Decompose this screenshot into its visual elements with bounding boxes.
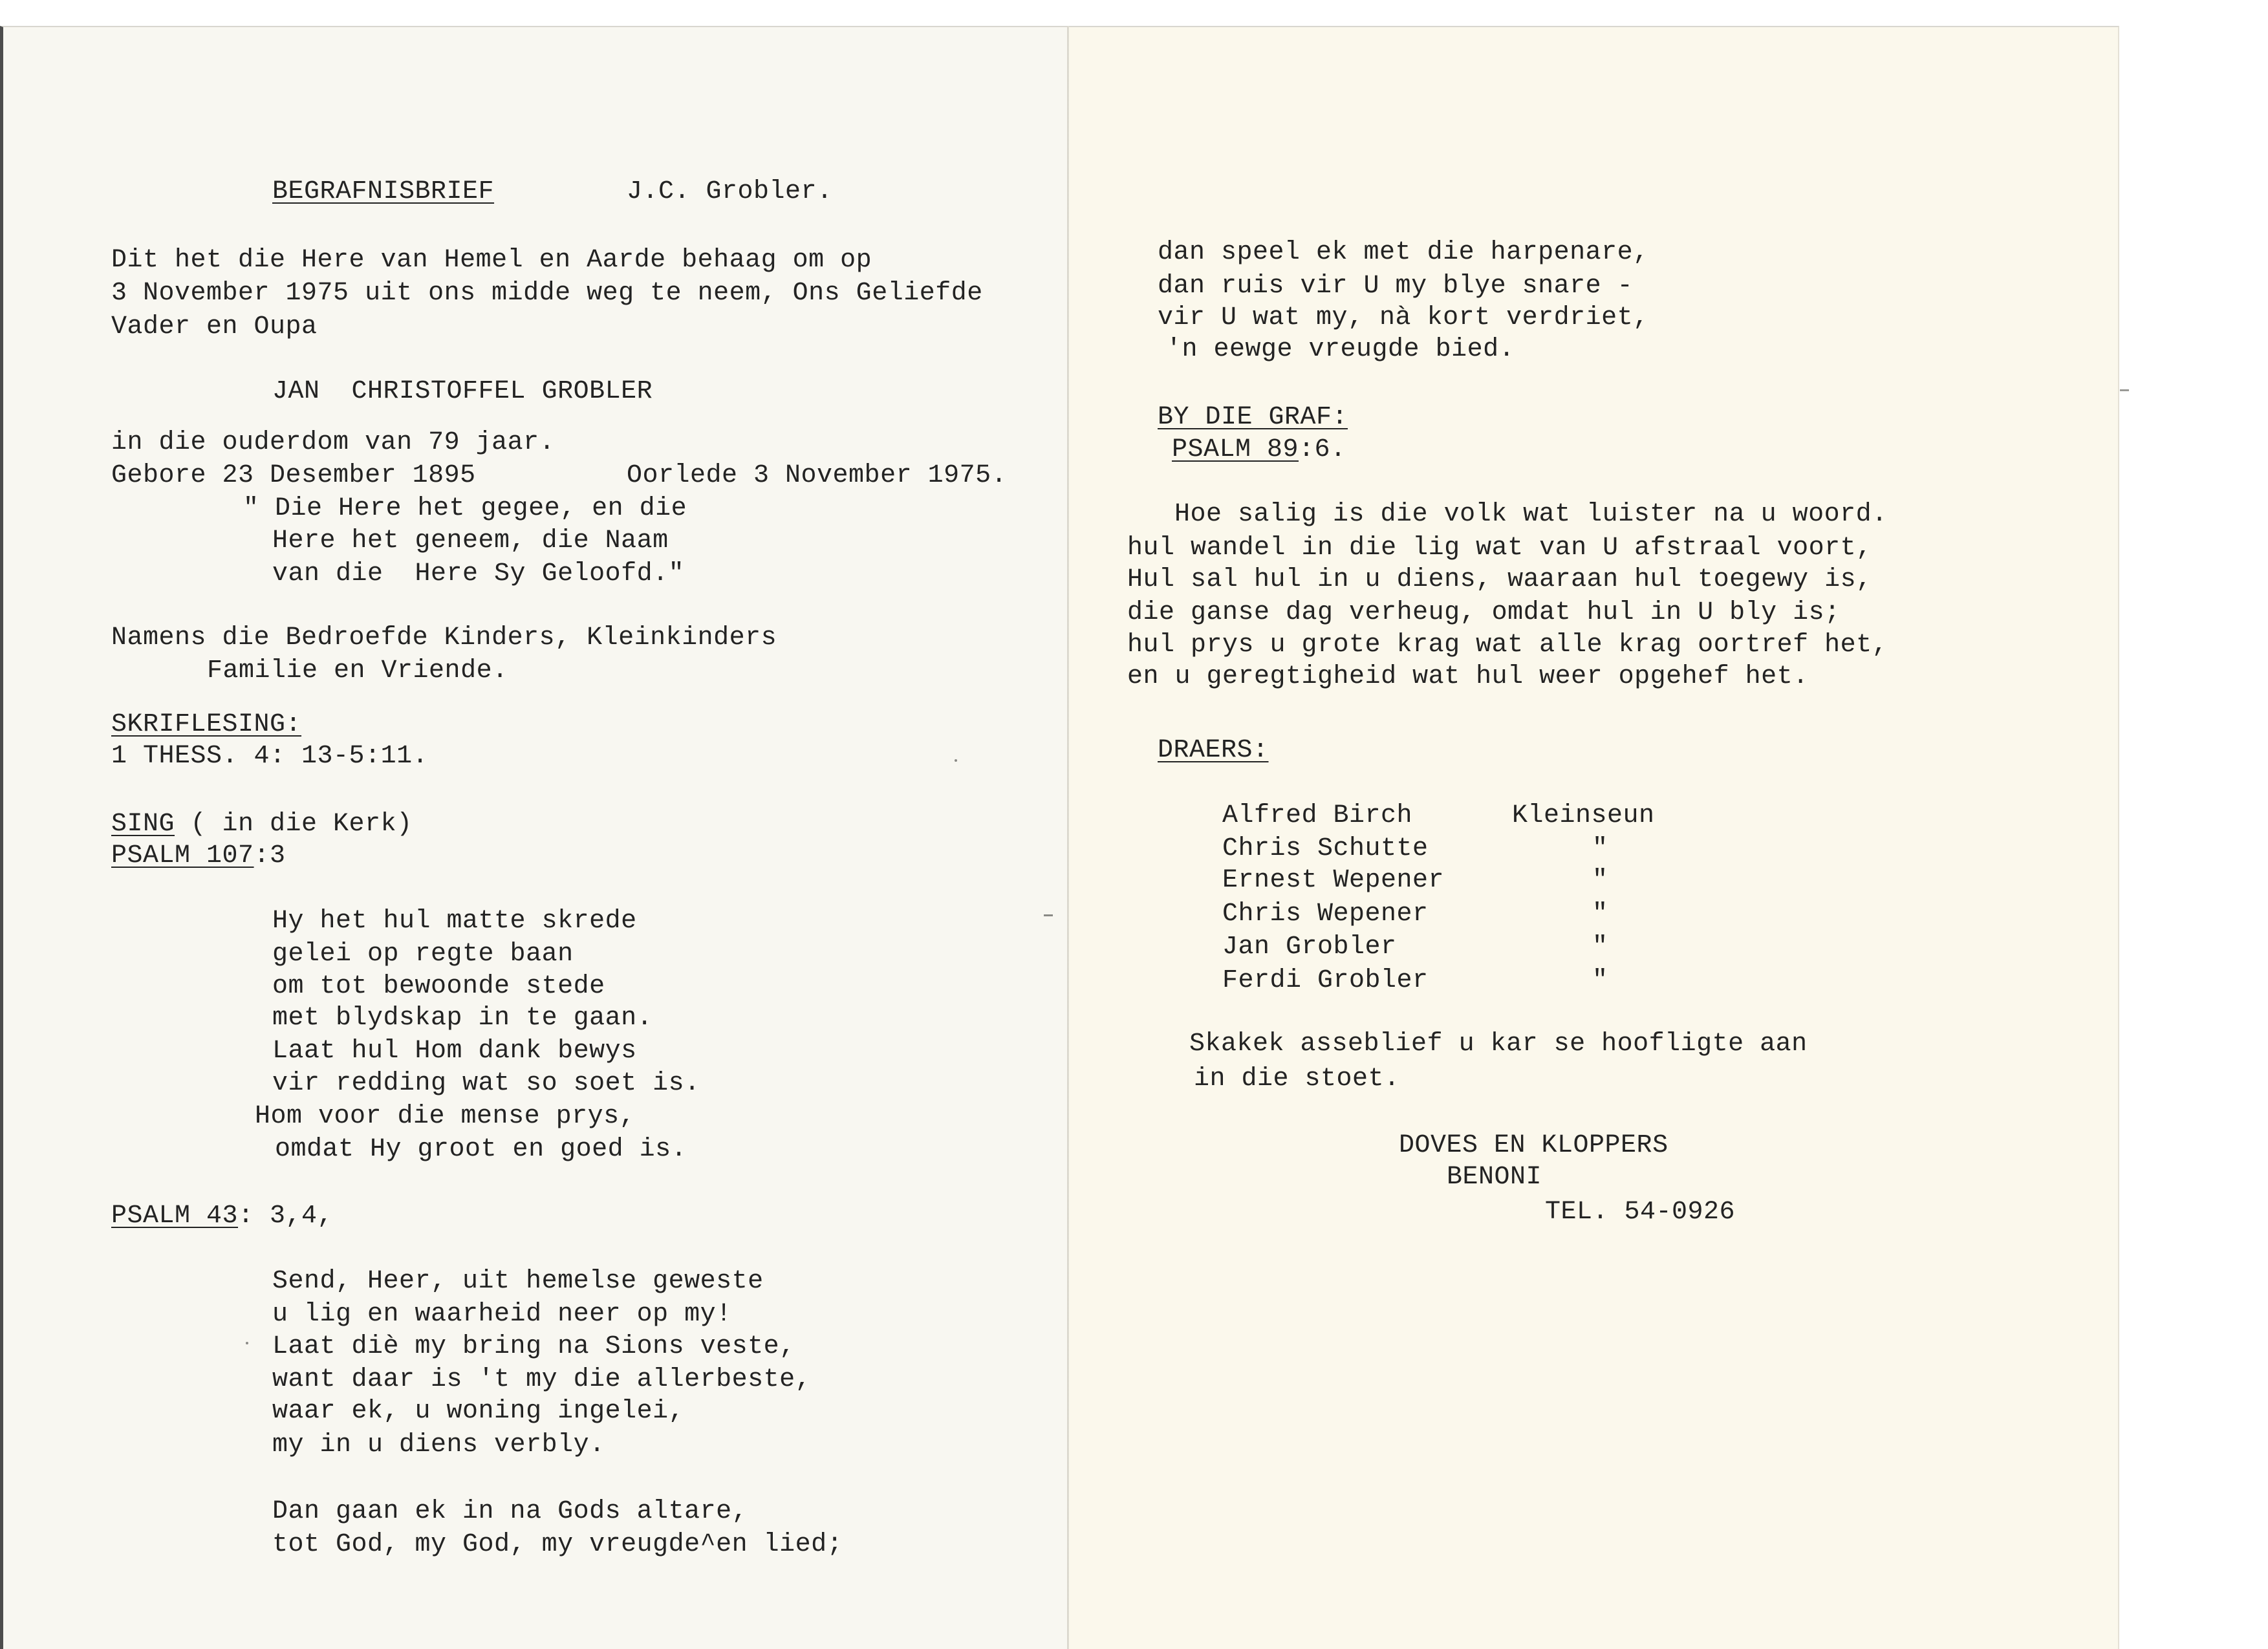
psalm-line: die ganse dag verheug, omdat hul in U bly is; (1127, 598, 1841, 627)
psalm-line: hul prys u grote krag wat alle krag oortref het, (1127, 630, 1888, 660)
notice-line: in die stoet. (1194, 1064, 1400, 1094)
undertaker-town: BENONI (1447, 1163, 1542, 1192)
psalm-line: omdat Hy groot en goed is. (275, 1135, 687, 1164)
born-line: Gebore 23 Desember 1895 (111, 461, 476, 490)
psalm-verse: : 3,4, (238, 1202, 334, 1231)
edge-mark (2120, 389, 2129, 391)
psalm-label: PSALM 43 (111, 1202, 239, 1231)
psalm-label: PSALM 89 (1172, 435, 1299, 464)
psalm-89-heading (1172, 434, 1346, 466)
on-behalf-line: Familie en Vriende. (207, 656, 508, 685)
psalm-line: met blydskap in te gaan. (272, 1004, 653, 1033)
psalm-verse: :6. (1299, 435, 1346, 464)
psalm-verse: :3 (254, 841, 286, 870)
bearers-heading: DRAERS: (1158, 736, 1269, 765)
psalm-line: Laat hul Hom dank bewys (272, 1037, 637, 1066)
bearer-name: Ferdi Grobler (1222, 966, 1429, 995)
page-fold (1067, 26, 1069, 1649)
paper-speck (955, 759, 957, 762)
sing-note: ( in die Kerk) (175, 810, 413, 839)
intro-line: Dit het die Here van Hemel en Aarde behaag om op (111, 246, 872, 275)
psalm-line: en u geregtigheid wat hul weer opgehef het. (1127, 662, 1809, 691)
quote-line: " Die Here het gegee, en die (243, 494, 687, 523)
notice-line: Skakek asseblief u kar se hoofligte aan (1189, 1029, 1808, 1059)
intro-line: 3 November 1975 uit ons midde weg te neem, Ons Geliefde (111, 279, 983, 308)
undertaker-name: DOVES EN KLOPPERS (1399, 1131, 1669, 1160)
bearer-name: Alfred Birch (1222, 801, 1413, 830)
psalm-line: 'n eewge vreugde bied. (1166, 335, 1515, 364)
psalm-line: want daar is 't my die allerbeste, (272, 1365, 812, 1394)
undertaker-phone: TEL. 54-0926 (1545, 1198, 1736, 1227)
psalm-line: my in u diens verbly. (272, 1430, 605, 1460)
psalm-line: om tot bewoonde stede (272, 972, 605, 1001)
bearer-name: Chris Schutte (1222, 834, 1429, 863)
deceased-short-name: J.C. Grobler. (627, 177, 833, 206)
intro-line: Vader en Oupa (111, 312, 318, 341)
psalm-107-heading (111, 840, 286, 872)
on-behalf-line: Namens die Bedroefde Kinders, Kleinkinders (111, 623, 777, 652)
psalm-line: u lig en waarheid neer op my! (272, 1300, 732, 1329)
psalm-line: dan speel ek met die harpenare, (1158, 238, 1649, 267)
reading-heading: SKRIFLESING: (111, 710, 302, 739)
age-line: in die ouderdom van 79 jaar. (111, 428, 556, 457)
psalm-line: Send, Heer, uit hemelse geweste (272, 1267, 764, 1296)
fold-mark (1044, 914, 1053, 916)
psalm-line: tot God, my God, my vreugde^en lied; (272, 1530, 843, 1559)
grave-heading: BY DIE GRAF: (1158, 403, 1348, 432)
bearer-name: Jan Grobler (1222, 932, 1397, 962)
bearer-relation-ditto: " (1592, 900, 1608, 929)
bearer-relation-ditto: " (1592, 866, 1608, 895)
psalm-43-heading (111, 1200, 333, 1233)
bearer-relation-ditto: " (1592, 834, 1608, 863)
psalm-line: Hoe salig is die volk wat luister na u woord. (1174, 500, 1888, 529)
psalm-line: Hul sal hul in u diens, waaraan hul toegewy is, (1127, 565, 1872, 594)
psalm-line: vir redding wat so soet is. (272, 1069, 700, 1098)
psalm-line: dan ruis vir U my blye snare - (1158, 272, 1634, 301)
sing-label: SING (111, 810, 175, 839)
psalm-line: Hy het hul matte skrede (272, 907, 637, 936)
deceased-full-name: JAN CHRISTOFFEL GROBLER (272, 377, 653, 406)
psalm-line: gelei op regte baan (272, 940, 574, 969)
psalm-line: waar ek, u woning ingelei, (272, 1397, 685, 1426)
sing-heading (111, 808, 413, 841)
quote-line: van die Here Sy Geloofd." (272, 559, 685, 588)
psalm-label: PSALM 107 (111, 841, 254, 870)
died-line: Oorlede 3 November 1975. (627, 461, 1008, 490)
reading-reference: 1 THESS. 4: 13-5:11. (111, 742, 429, 771)
psalm-line: Hom voor die mense prys, (255, 1102, 636, 1131)
paper-speck (246, 1342, 248, 1344)
bearer-relation: Kleinseun (1512, 801, 1655, 830)
bearer-relation-ditto: " (1592, 932, 1608, 962)
document-title: BEGRAFNISBRIEF (272, 177, 495, 206)
psalm-line: vir U wat my, nà kort verdriet, (1158, 303, 1649, 332)
bearer-name: Ernest Wepener (1222, 866, 1445, 895)
psalm-line: Laat diè my bring na Sions veste, (272, 1332, 795, 1361)
bearer-relation-ditto: " (1592, 966, 1608, 995)
quote-line: Here het geneem, die Naam (272, 526, 669, 555)
psalm-line: Dan gaan ek in na Gods altare, (272, 1497, 748, 1526)
psalm-line: hul wandel in die lig wat van U afstraal voort, (1127, 534, 1872, 563)
bearer-name: Chris Wepener (1222, 900, 1429, 929)
